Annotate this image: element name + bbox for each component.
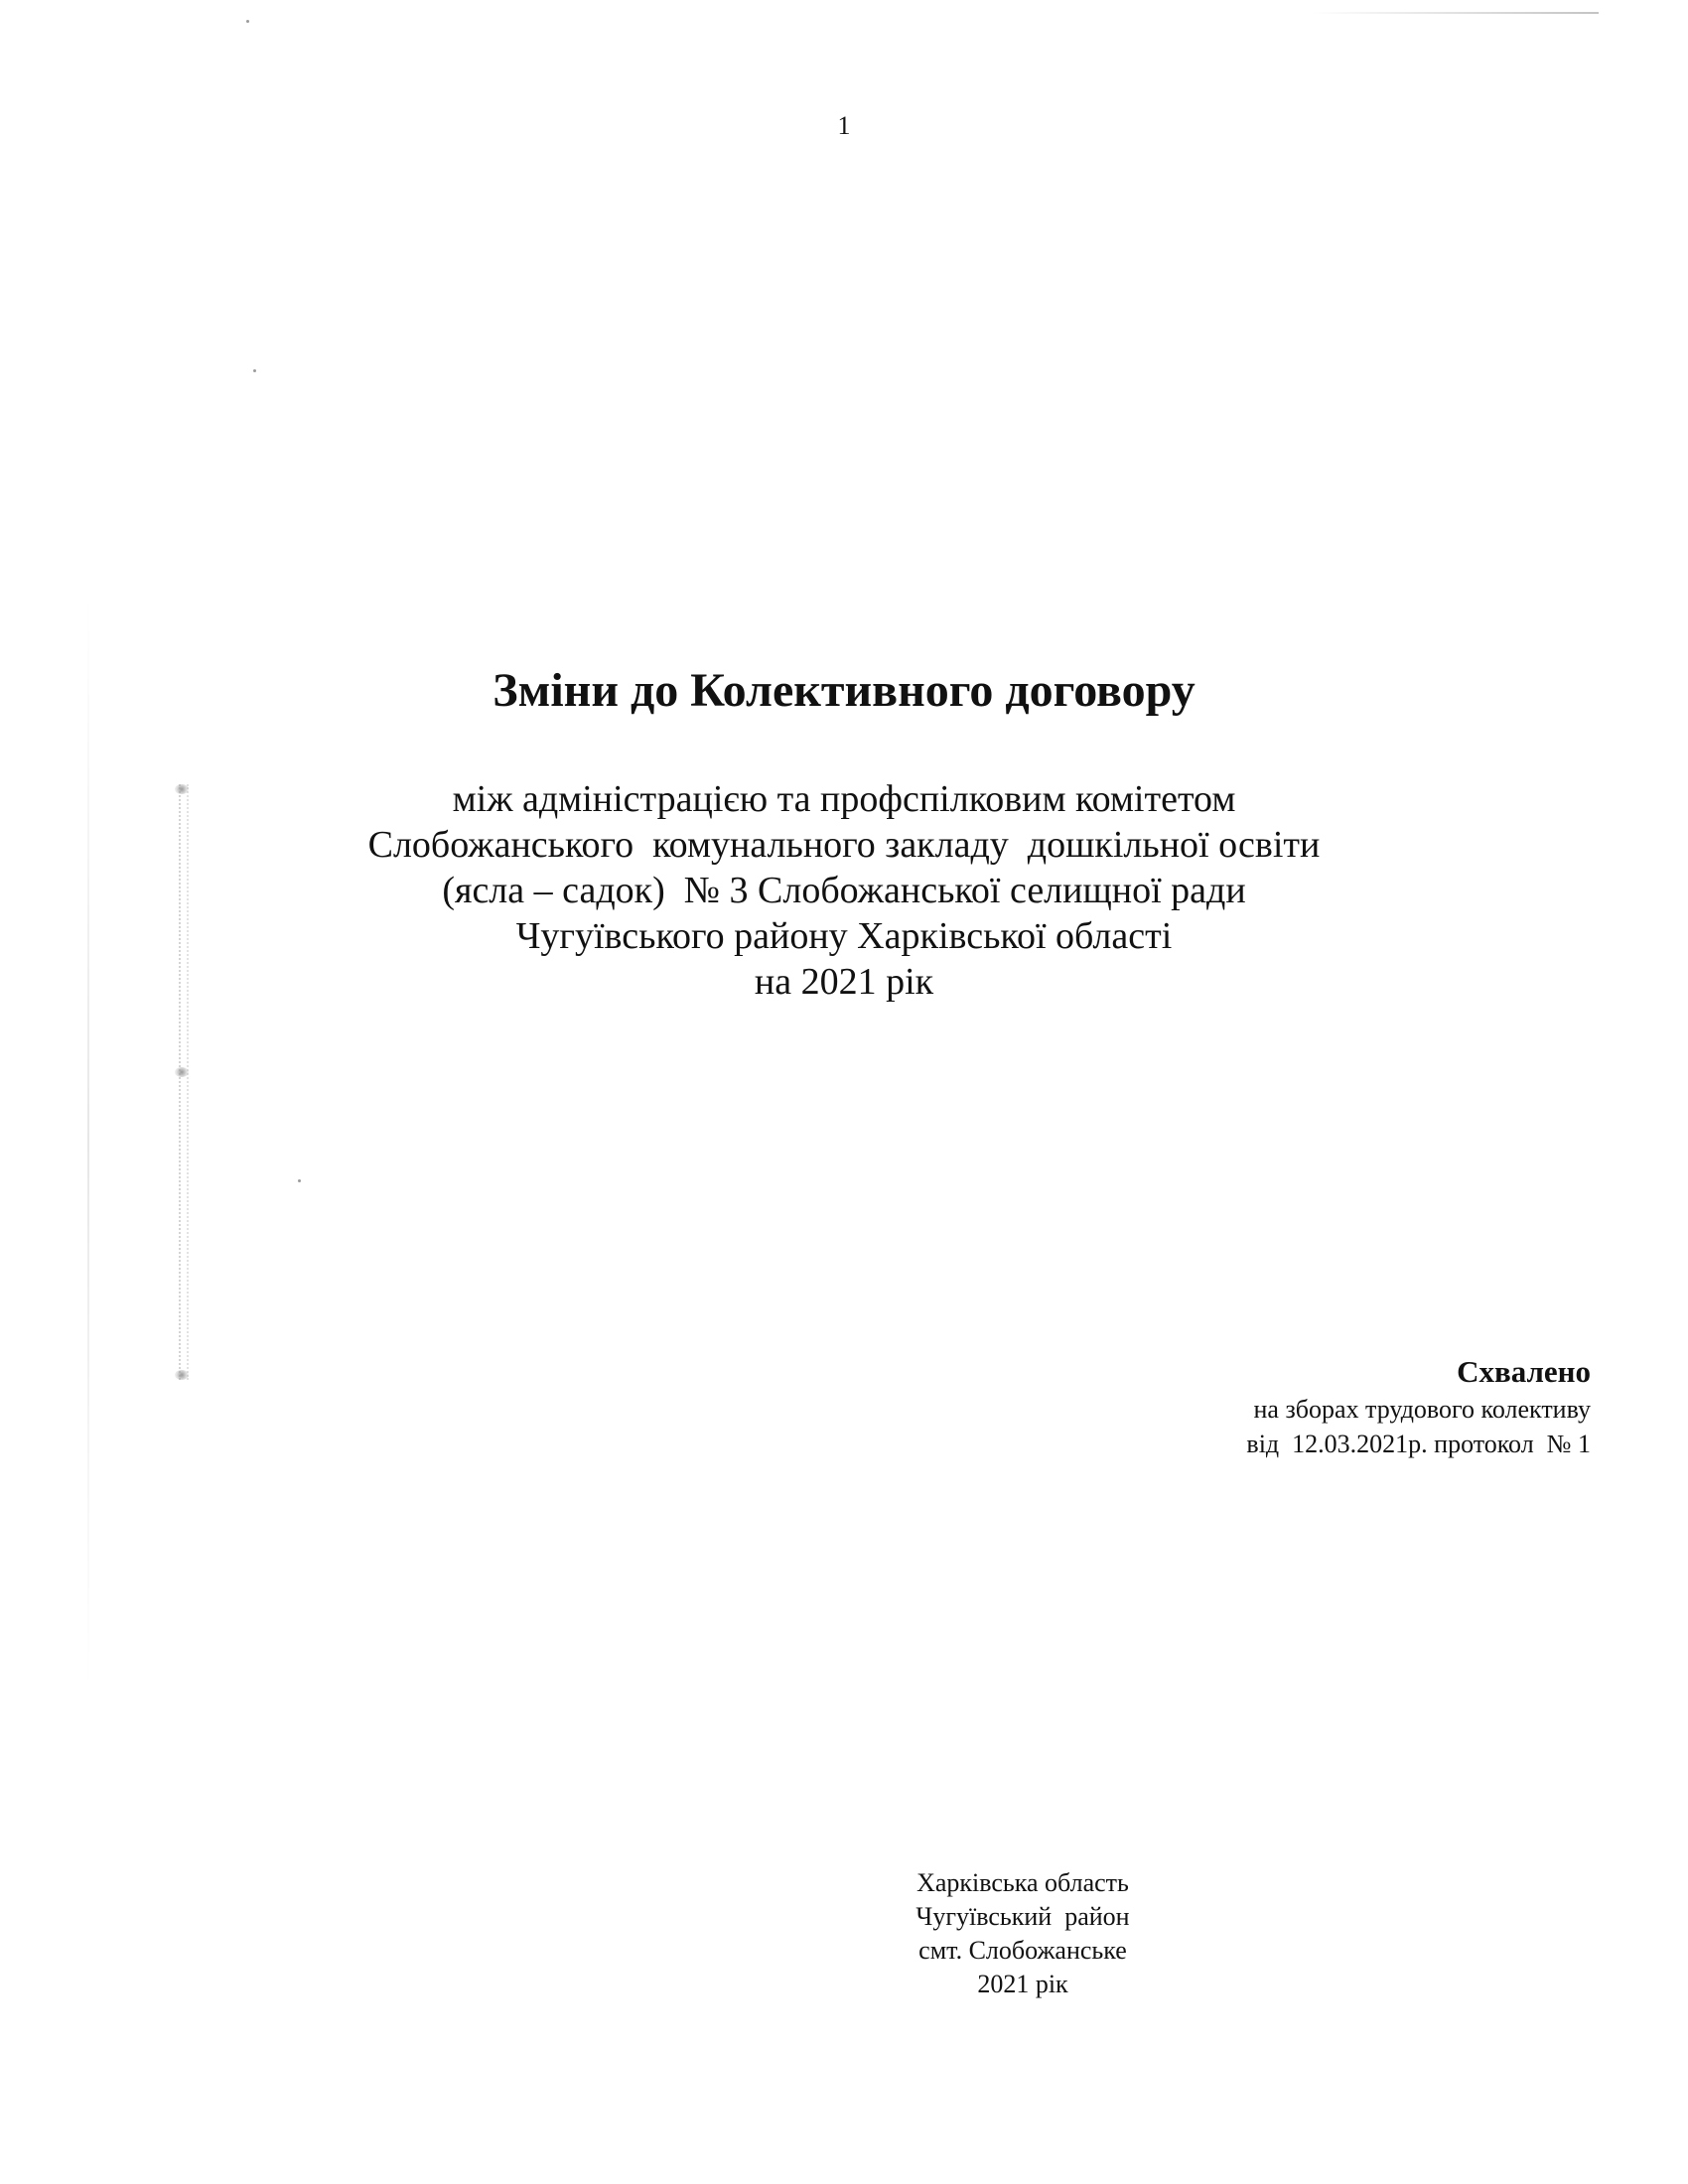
subtitle-line: Чугуївського району Харківської області xyxy=(515,915,1173,957)
approval-heading: Схвалено xyxy=(1457,1354,1591,1389)
binding-knot xyxy=(175,1370,189,1380)
subtitle-line: на 2021 рік xyxy=(754,961,934,1003)
footer-line: Чугуївський район xyxy=(915,1902,1130,1931)
page-number: 1 xyxy=(837,111,851,140)
binding-knot xyxy=(175,784,189,794)
binding-thread xyxy=(179,784,189,1380)
footer-line: Харківська область xyxy=(916,1868,1129,1897)
scan-speck xyxy=(298,1179,301,1182)
subtitle-line: Слобожанського комунального закладу дошкільної освіти xyxy=(367,824,1321,866)
footer-line: 2021 рік xyxy=(977,1970,1068,1998)
document-subtitle xyxy=(199,776,1489,1005)
document-footer xyxy=(824,1866,1221,2001)
scan-shadow-artifact xyxy=(87,596,89,1688)
document-title: Зміни до Колективного договору xyxy=(492,664,1196,717)
footer-line: смт. Слобожанське xyxy=(918,1936,1127,1965)
scan-speck xyxy=(246,20,249,23)
scan-edge-artifact xyxy=(1311,12,1599,14)
scan-speck xyxy=(253,369,256,372)
approval-line: на зборах трудового колективу xyxy=(1253,1395,1591,1424)
approval-block xyxy=(995,1352,1591,1461)
binding-knot xyxy=(175,1067,189,1077)
subtitle-line: між адміністрацією та профспілковим комітетом xyxy=(452,778,1236,820)
approval-line: від 12.03.2021р. протокол № 1 xyxy=(1246,1430,1591,1458)
subtitle-line: (ясла – садок) № 3 Слобожанської селищної ради xyxy=(442,870,1246,911)
